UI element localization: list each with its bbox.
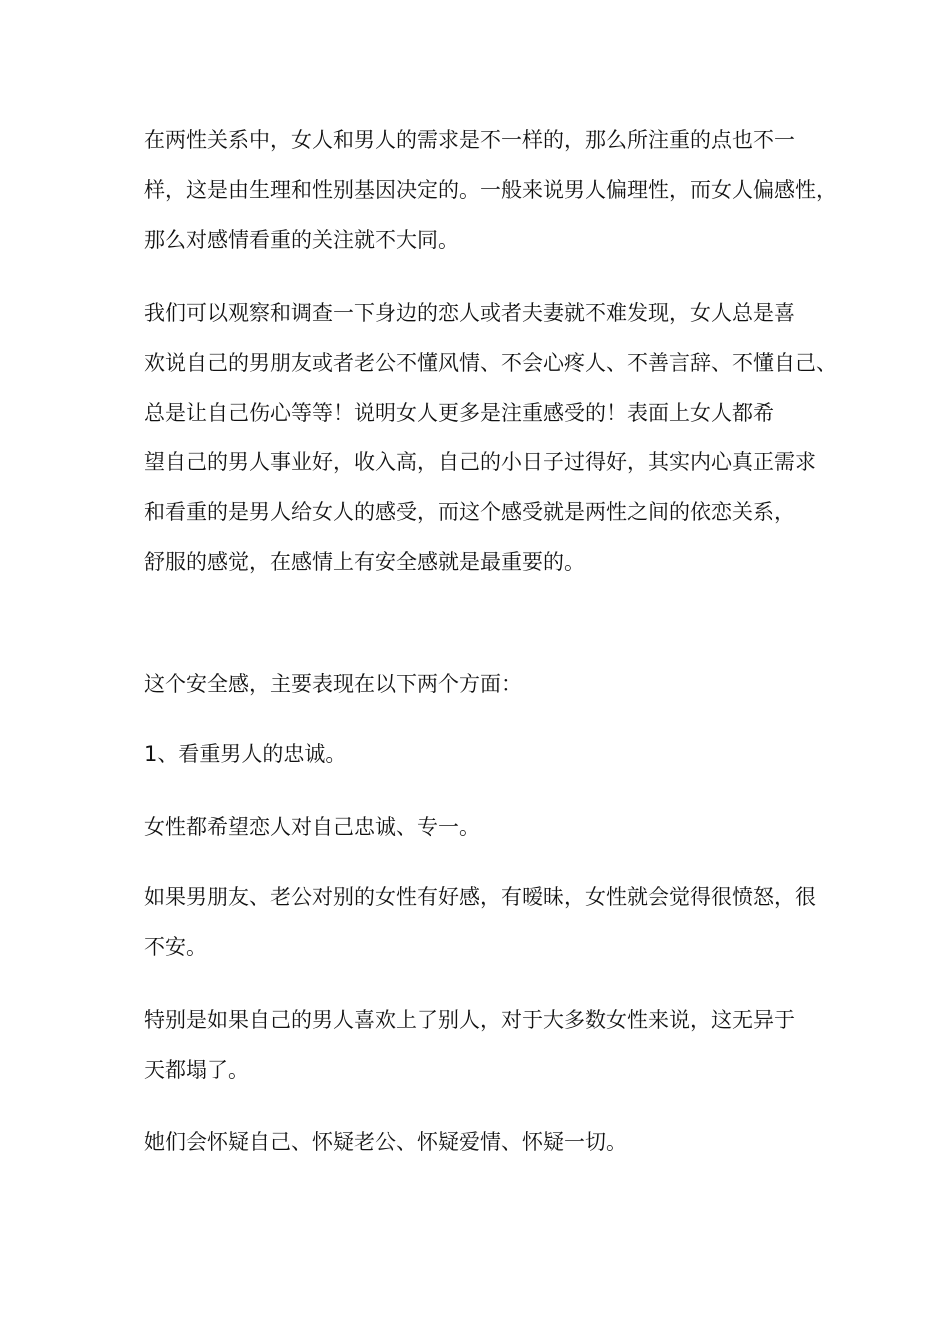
paragraph-1-line-3: 那么对感情看重的关注就不大同。 <box>144 228 459 252</box>
paragraph-2-line-3: 总是让自己伤心等等！说明女人更多是注重感受的！表面上女人都希 <box>144 401 774 425</box>
paragraph-2-line-1: 我们可以观察和调查一下身边的恋人或者夫妻就不难发现，女人总是喜 <box>144 301 795 325</box>
paragraph-1-line-1: 在两性关系中，女人和男人的需求是不一样的，那么所注重的点也不一 <box>144 128 795 152</box>
paragraph-2-line-5: 和看重的是男人给女人的感受，而这个感受就是两性之间的依恋关系， <box>144 500 795 524</box>
paragraph-6-line-2: 不安。 <box>144 935 207 959</box>
paragraph-4-line-1: 1、看重男人的忠诚。 <box>144 742 347 766</box>
paragraph-3-line-1: 这个安全感，主要表现在以下两个方面： <box>144 672 522 696</box>
paragraph-8-line-1: 她们会怀疑自己、怀疑老公、怀疑爱情、怀疑一切。 <box>144 1130 627 1154</box>
paragraph-2-line-2: 欢说自己的男朋友或者老公不懂风情、不会心疼人、不善言辞、不懂自己、 <box>144 351 837 375</box>
paragraph-5-line-1: 女性都希望恋人对自己忠诚、专一。 <box>144 815 480 839</box>
paragraph-7-line-1: 特别是如果自己的男人喜欢上了别人，对于大多数女性来说，这无异于 <box>144 1008 795 1032</box>
paragraph-2-line-6: 舒服的感觉，在感情上有安全感就是最重要的。 <box>144 550 585 574</box>
paragraph-1-line-2: 样，这是由生理和性别基因决定的。一般来说男人偏理性，而女人偏感性， <box>144 178 837 202</box>
paragraph-7-line-2: 天都塌了。 <box>144 1058 249 1082</box>
paragraph-6-line-1: 如果男朋友、老公对别的女性有好感，有暧昧，女性就会觉得很愤怒，很 <box>144 885 816 909</box>
paragraph-2-line-4: 望自己的男人事业好，收入高，自己的小日子过得好，其实内心真正需求 <box>144 450 816 474</box>
